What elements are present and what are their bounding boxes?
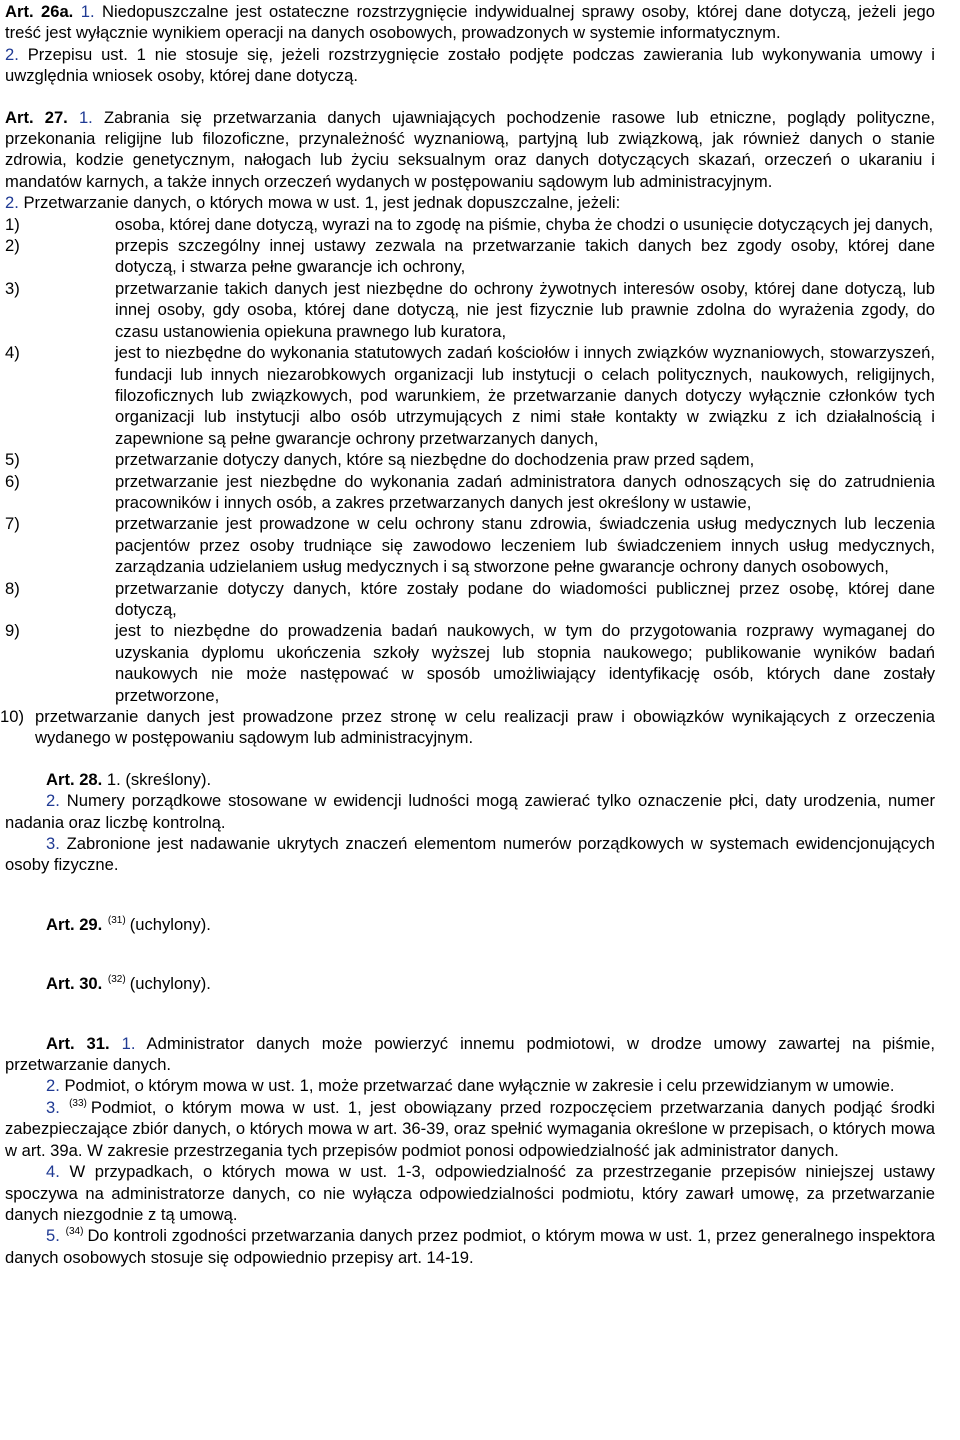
footnote-ref: (33) — [69, 1097, 87, 1109]
art28-ust2 — [5, 790, 935, 833]
art31-heading: Art. 31. — [46, 1033, 110, 1053]
art26a-ust2 — [5, 44, 935, 87]
item-number: 6) — [5, 471, 20, 491]
art27-heading: Art. 27. — [5, 107, 68, 127]
item-text: przetwarzanie jest niezbędne do wykonania zadań administratora danych odnoszących się do zatrudnienia pracowników i innych osób, a zakres przetwarzanych danych jest określony w ustawie, — [115, 471, 935, 512]
art28-heading: Art. 28. — [46, 769, 103, 789]
art27-ust2 — [5, 192, 935, 213]
footnote-ref: (31) — [107, 914, 126, 926]
art30 — [5, 973, 935, 994]
list-item — [5, 578, 935, 621]
art31-ust3 — [5, 1097, 935, 1161]
ust-number: 1. — [78, 107, 93, 127]
art30-heading: Art. 30. — [46, 974, 103, 994]
art29 — [5, 914, 935, 935]
art26a-heading: Art. 26a. — [5, 2, 74, 21]
item-text: przetwarzanie takich danych jest niezbędne do ochrony żywotnych interesów osoby, której dane dotyczą, lub innej osoby, gdy osoba, której dane dotyczą, nie jest fizycznie lub prawnie zdolna do wyrażenia zgody, do czasu ustanowienia opiekuna prawnego lub kuratora, — [115, 278, 935, 341]
ust-number: 3. — [46, 1097, 60, 1117]
ust-number: 2. — [46, 791, 60, 811]
list-item — [5, 513, 935, 577]
art31-ust4 — [5, 1161, 935, 1225]
list-item — [5, 449, 935, 470]
art28-ust3 — [5, 833, 935, 876]
item-number: 2) — [5, 236, 20, 256]
item-number: 9) — [5, 621, 20, 641]
list-item — [5, 214, 935, 235]
paragraph-text: 1. (skreślony). — [106, 769, 212, 789]
item-text: przetwarzanie dotyczy danych, które zostały podane do wiadomości publicznej przez osobę, której dane dotyczą, — [115, 578, 935, 619]
ust-number: 2. — [46, 1076, 60, 1096]
paragraph-text: W przypadkach, o których mowa w ust. 1-3, odpowiedzialność za przestrzeganie przepisów niniejszej ustawy spoczywa na administratorze danych, co nie wyłącza odpowiedzialności podmiotu, który zawarł umowę, za przetwarzanie danych niezgodnie z tą umową. — [5, 1162, 935, 1224]
paragraph-text: (uchylony). — [129, 914, 211, 934]
item-number: 10) — [0, 707, 24, 726]
ust-number: 1. — [80, 2, 95, 21]
ust-number: 2. — [5, 44, 19, 64]
ust-number: 3. — [46, 834, 60, 854]
item-number: 5) — [5, 450, 20, 470]
paragraph-text: Zabrania się przetwarzania danych ujawniających pochodzenie rasowe lub etniczne, poglądy polityczne, przekonania religijne lub filozoficzne, przynależność wyznaniową, partyjną lub związkową, jak również danych o stanie zdrowia, kodzie genetycznym, nałogach lub życiu seksualnym oraz danych dotyczących skazań, orzeczeń o ukaraniu i mandatów karnych, a także innych orzeczeń wydanych w postępowaniu sądowym lub administracyjnym. — [5, 107, 935, 191]
list-item — [5, 620, 935, 706]
list-item — [5, 471, 935, 514]
item-text: przepis szczególny innej ustawy zezwala na przetwarzanie takich danych bez zgody osoby, której dane dotyczą, i stwarza pełne gwarancje ich ochrony, — [115, 236, 935, 277]
ust-number: 2. — [5, 193, 19, 213]
paragraph-text: (uchylony). — [129, 974, 211, 994]
paragraph-text: Niedopuszczalne jest ostateczne rozstrzygnięcie indywidualnej sprawy osoby, której dane dotyczą, jeżeli jego treść jest wyłącznie wynikiem operacji na danych osobowych, prowadzonych w systemie informatycznym. — [5, 2, 935, 43]
ust-number: 1. — [121, 1033, 136, 1053]
art28-ust1 — [5, 769, 935, 790]
list-item — [5, 342, 935, 449]
item-text: przetwarzanie dotyczy danych, które są niezbędne do dochodzenia praw przed sądem, — [115, 450, 755, 470]
art26a-ust1 — [5, 1, 935, 44]
list-item — [0, 706, 935, 749]
paragraph-text: Numery porządkowe stosowane w ewidencji ludności mogą zawierać tylko oznaczenie płci, daty urodzenia, numer nadania oraz liczbę kontrolną. — [5, 791, 935, 832]
paragraph-text: Podmiot, o którym mowa w ust. 1, jest obowiązany przed rozpoczęciem przetwarzania danych podjąć środki zabezpieczające zbiór danych, o których mowa w art. 36-39, oraz spełnić wymagania określone w przepisach, o których mowa w art. 39a. W zakresie przestrzegania tych przepisów podmiot ponosi odpowiedzialność jak administrator danych. — [5, 1097, 935, 1160]
art31-ust2 — [5, 1075, 935, 1096]
item-text: jest to niezbędne do prowadzenia badań naukowych, w tym do przygotowania rozprawy wymaganej do uzyskania dyplomu ukończenia szkoły wyższej lub stopnia naukowego; publikowanie wyników badań naukowych nie może następować w sposób umożliwiający identyfikację osób, których dane zostały przetworzone, — [115, 621, 935, 705]
list-item — [5, 278, 935, 342]
paragraph-text: Administrator danych może powierzyć innemu podmiotowi, w drodze umowy zawartej na piśmie, przetwarzanie danych. — [5, 1033, 935, 1075]
ust-number: 5. — [46, 1226, 60, 1246]
item-number: 3) — [5, 278, 20, 298]
ust-number: 4. — [46, 1162, 60, 1182]
item-number: 7) — [5, 514, 20, 534]
footnote-ref: (32) — [107, 974, 126, 986]
item-text: osoba, której dane dotyczą, wyrazi na to zgodę na piśmie, chyba że chodzi o usunięcie dotyczących jej danych, — [115, 214, 934, 234]
art29-heading: Art. 29. — [46, 914, 103, 934]
footnote-ref: (34) — [65, 1226, 84, 1238]
paragraph-text: Przepisu ust. 1 nie stosuje się, jeżeli rozstrzygnięcie zostało podjęte podczas zawierania lub wykonywania umowy i uwzględnia wniosek osoby, której dane dotyczą. — [5, 44, 935, 86]
item-text: przetwarzanie danych jest prowadzone przez stronę w celu realizacji praw i obowiązków wynikających z orzeczenia wydanego w postępowaniu sądowym lub administracyjnym. — [35, 707, 935, 748]
art31-ust5 — [5, 1225, 935, 1268]
item-number: 1) — [5, 214, 20, 234]
paragraph-text: Podmiot, o którym mowa w ust. 1, może przetwarzać dane wyłącznie w zakresie i celu przewidzianym w umowie. — [64, 1076, 895, 1096]
item-text: przetwarzanie jest prowadzone w celu ochrony stanu zdrowia, świadczenia usług medycznych lub leczenia pacjentów przez osoby trudniące się zawodowo leczeniem lub świadczeniem innych usług medycznych, zarządzania udzielaniem usług medycznych i są stworzone pełne gwarancje ochrony danych osobowych, — [115, 514, 935, 577]
paragraph-text: Do kontroli zgodności przetwarzania danych przez podmiot, o którym mowa w ust. 1, przez generalnego inspektora danych osobowych stosuje się odpowiednio przepisy art. 14-19. — [5, 1226, 935, 1267]
item-text: jest to niezbędne do wykonania statutowych zadań kościołów i innych związków wyznaniowych, stowarzyszeń, fundacji lub innych niezarobkowych organizacji lub instytucji o celach politycznych, naukowych, religijnych, filozoficznych lub związkowych, pod warunkiem, że przetwarzanie danych dotyczy wyłącznie członków tych organizacji lub instytucji albo osób utrzymujących z nimi stałe kontakty w związku z ich działalnością i zapewnione są pełne gwarancje ochrony przetwarzanych danych, — [115, 343, 935, 448]
item-number: 4) — [5, 343, 20, 363]
art31-ust1 — [5, 1033, 935, 1076]
list-item — [5, 235, 935, 278]
art27-ust1 — [5, 107, 935, 193]
item-number: 8) — [5, 578, 20, 598]
paragraph-text: Zabronione jest nadawanie ukrytych znaczeń elementom numerów porządkowych w systemach ewidencjonujących osoby fizyczne. — [5, 834, 935, 875]
paragraph-text: Przetwarzanie danych, o których mowa w ust. 1, jest jednak dopuszczalne, jeżeli: — [23, 193, 621, 213]
